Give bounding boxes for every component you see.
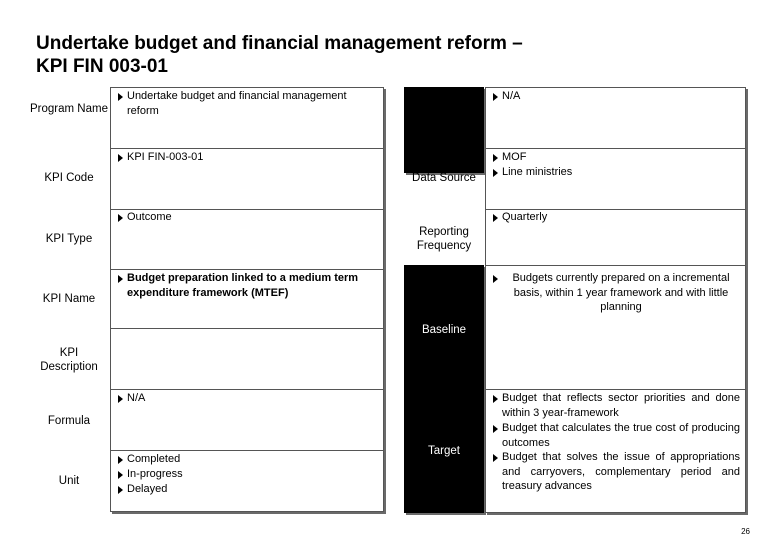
reporting-frequency-label: Reporting Frequency — [416, 226, 472, 252]
unit-value-delayed: Delayed — [116, 482, 378, 497]
formula-parameters-label: Formula Parameters Definition — [414, 97, 474, 137]
formula-value: N/A — [116, 391, 378, 406]
baseline-value: Budgets currently prepared on a incremental basis, within 1 year framework and with little planning — [491, 271, 740, 315]
title-line-2: KPI FIN 003-01 — [36, 56, 168, 77]
target-label: Target — [428, 445, 460, 457]
formula-parameters-value: N/A — [491, 89, 741, 104]
data-source-label: Data Source — [412, 172, 476, 184]
baseline-label: Baseline — [421, 324, 467, 336]
target-value-3: Budget that solves the issue of appropriations and carryovers, complementary period and treasury advances — [491, 450, 740, 494]
kpi-name-label: KPI Name — [42, 293, 96, 305]
data-source-value-line-ministries: Line ministries — [491, 165, 741, 180]
unit-label: Unit — [58, 475, 80, 487]
kpi-description-cell — [110, 328, 384, 390]
reporting-frequency-value: Quarterly — [491, 210, 741, 225]
kpi-type-label: KPI Type — [45, 233, 93, 245]
unit-value-completed: Completed — [116, 452, 378, 467]
baseline-target-label-cell — [404, 265, 484, 513]
page-title — [36, 32, 736, 78]
kpi-code-value: KPI FIN-003-01 — [116, 150, 378, 165]
page-number: 26 — [741, 527, 750, 536]
program-name-value: Undertake budget and financial management reform — [116, 89, 378, 118]
unit-value-in-progress: In-progress — [116, 467, 378, 482]
formula-label: Formula — [47, 415, 91, 427]
program-name-label: Program Name — [30, 103, 108, 115]
kpi-description-label: KPI Description — [40, 347, 98, 373]
kpi-code-label: KPI Code — [44, 172, 94, 184]
kpi-type-value: Outcome — [116, 210, 378, 225]
target-value-2: Budget that calculates the true cost of producing outcomes — [491, 421, 740, 450]
data-source-value-mof: MOF — [491, 150, 741, 165]
title-line-1: Undertake budget and financial management reform – — [36, 33, 523, 54]
target-value-1: Budget that reflects sector priorities and done within 3 year-framework — [491, 391, 740, 420]
kpi-name-value: Budget preparation linked to a medium term expenditure framework (MTEF) — [116, 271, 384, 300]
